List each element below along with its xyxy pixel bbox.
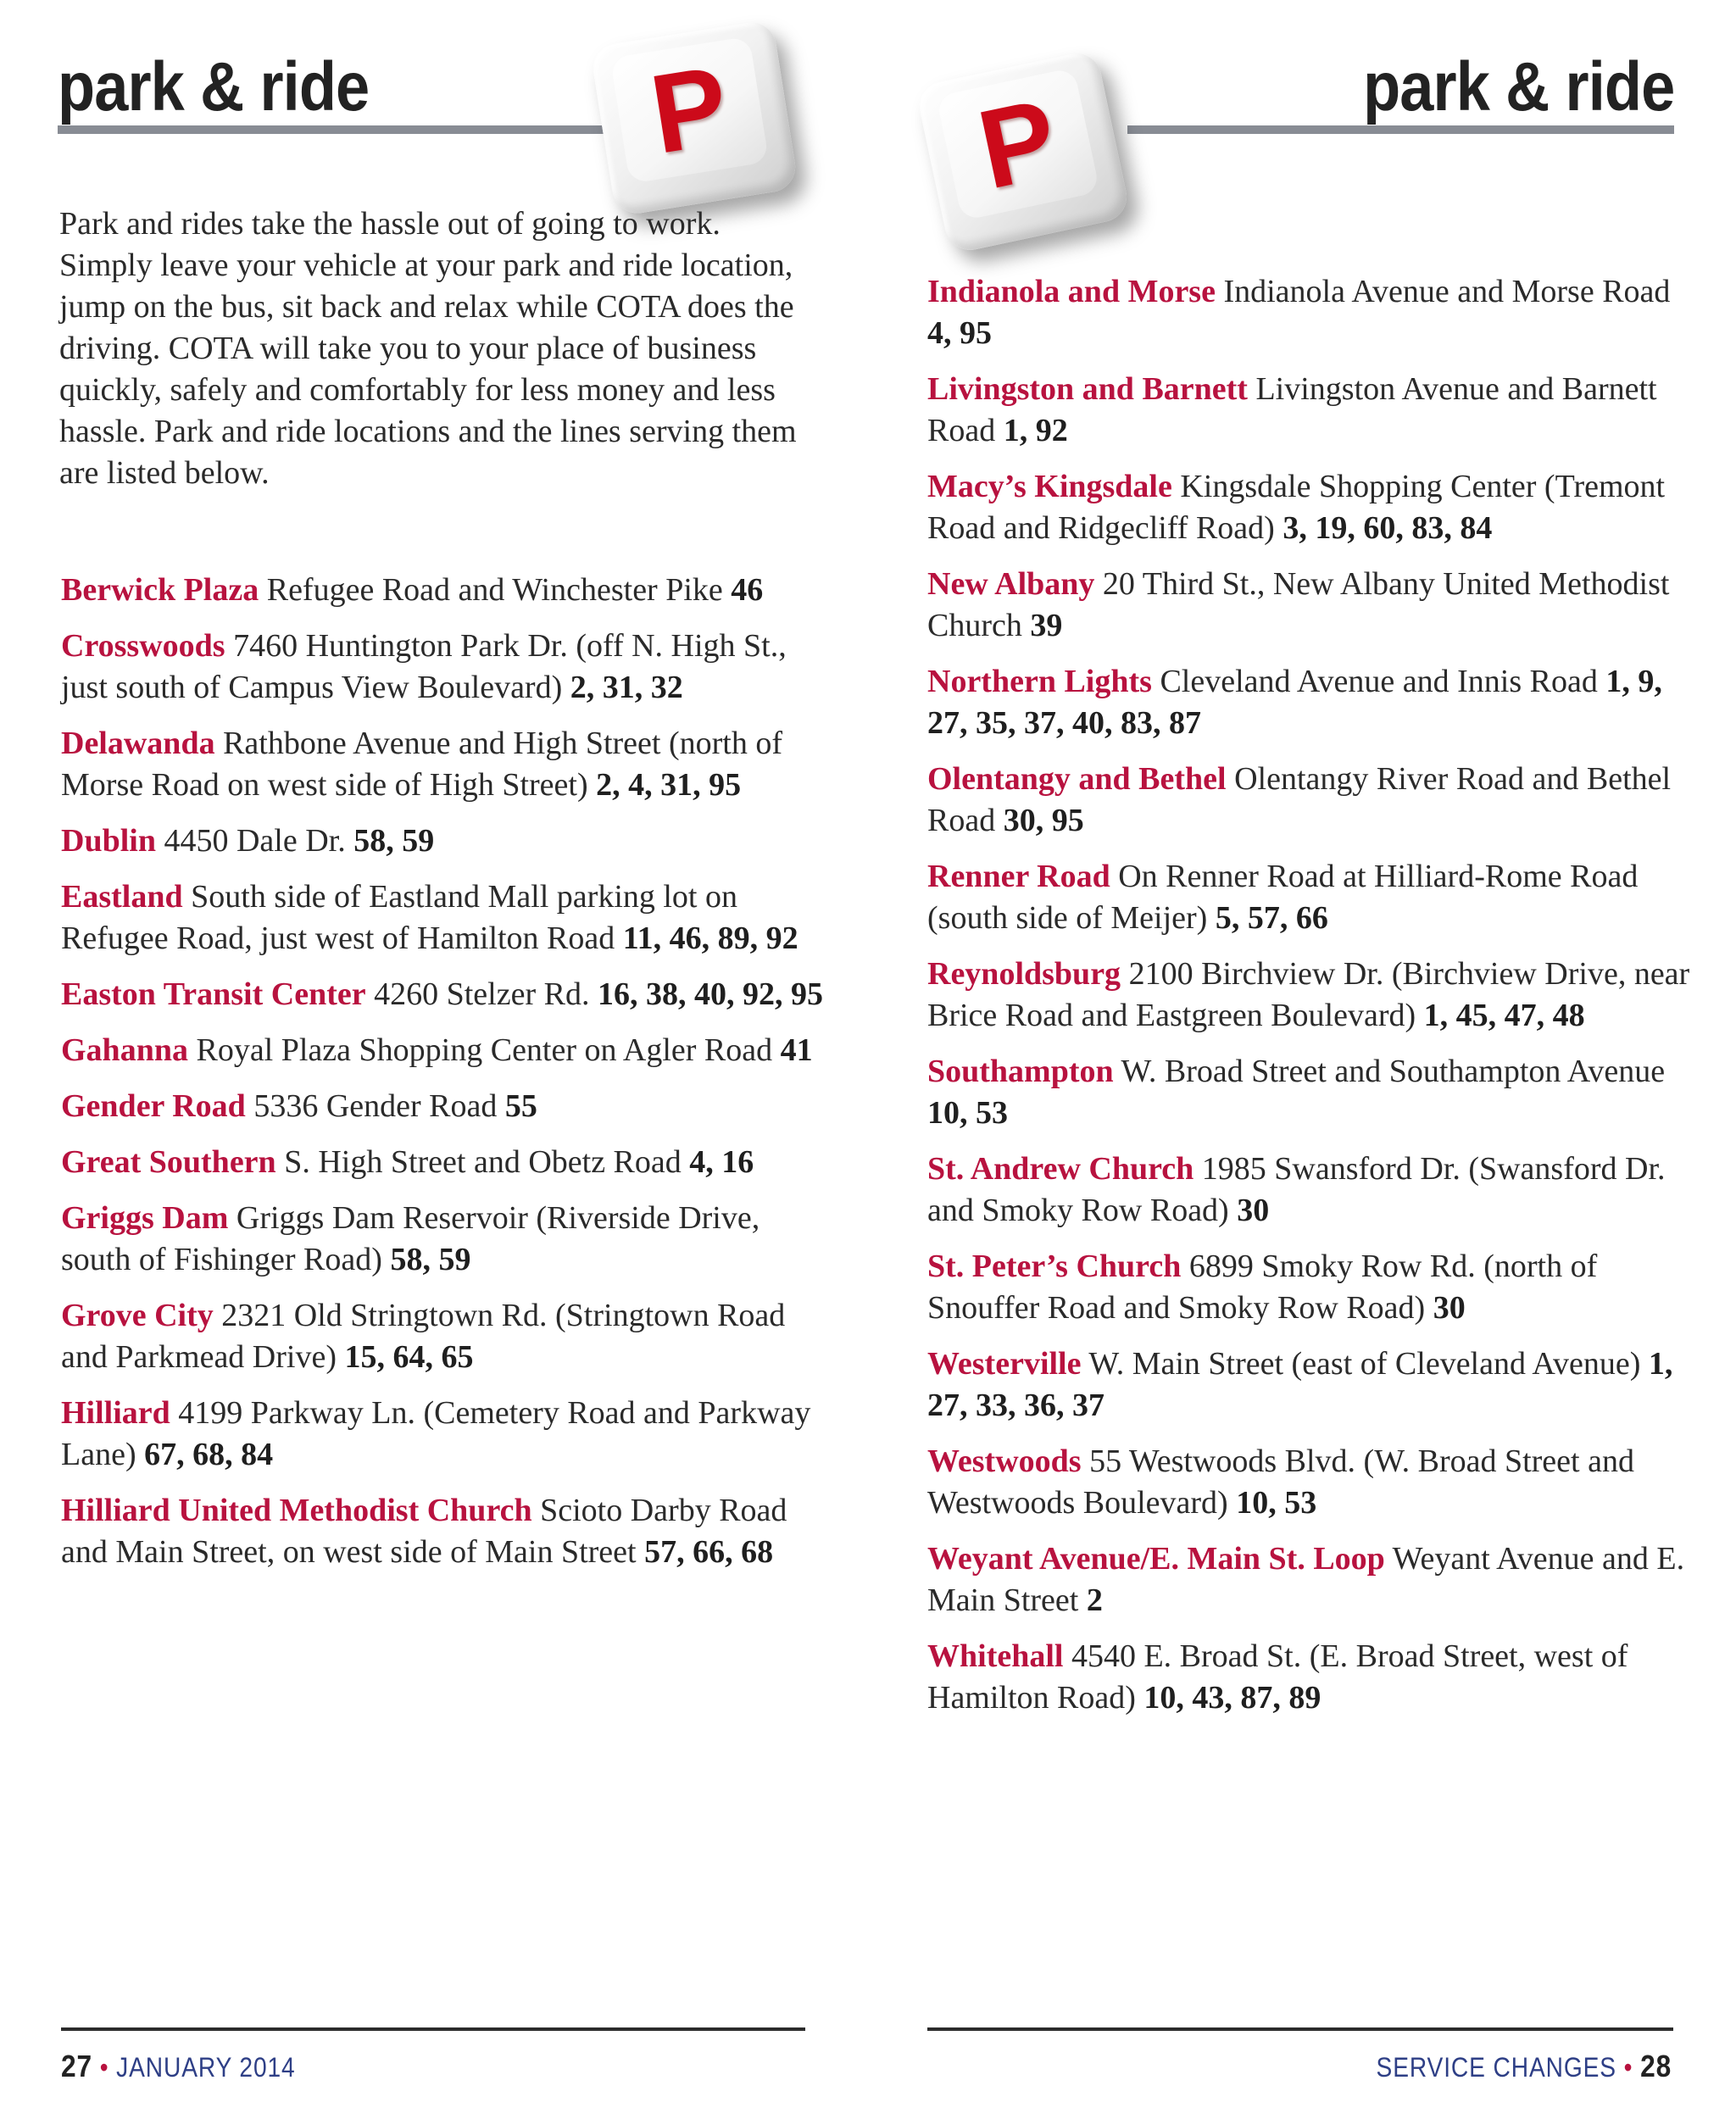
location-address: Refugee Road and Winchester Pike (266, 572, 723, 608)
location-address: Rathbone Avenue and High Street (north of Morse Road on west side of High Street) (61, 726, 782, 803)
location-entry (927, 1051, 1690, 1134)
footer-bullet: • (99, 2052, 109, 2083)
location-name: Southampton (927, 1054, 1114, 1089)
footer-rule-left (61, 2027, 805, 2031)
location-routes: 1, 92 (1003, 413, 1068, 448)
footer-left (61, 2051, 296, 2082)
location-entry (927, 1246, 1690, 1329)
page-number-left: 27 (61, 2049, 93, 2083)
location-name: St. Peter’s Church (927, 1249, 1182, 1284)
location-name: Easton Transit Center (61, 976, 366, 1012)
location-name: Indianola and Morse (927, 274, 1216, 309)
location-entry (927, 661, 1690, 744)
location-address: South side of Eastland Mall parking lot on Refugee Road, just west of Hamilton Road (61, 879, 737, 956)
key-face (936, 67, 1100, 220)
location-address: Olentangy River Road and Bethel Road (927, 761, 1672, 838)
location-routes: 55 (504, 1088, 537, 1124)
location-routes: 30, 95 (1003, 803, 1084, 838)
location-address: 2100 Birchview Dr. (Birchview Drive, near Brice Road and Eastgreen Boulevard) (927, 956, 1690, 1033)
location-routes: 4, 16 (689, 1144, 754, 1180)
location-entry (61, 1295, 824, 1378)
location-address: Livingston Avenue and Barnett Road (927, 371, 1657, 448)
location-routes: 5, 57, 66 (1215, 900, 1328, 936)
location-name: St. Andrew Church (927, 1151, 1194, 1187)
location-entry (927, 954, 1690, 1037)
location-entry (61, 876, 824, 959)
location-routes: 57, 66, 68 (644, 1534, 774, 1570)
location-name: Whitehall (927, 1638, 1064, 1674)
location-name: Weyant Avenue/E. Main St. Loop (927, 1541, 1385, 1577)
location-routes: 46 (731, 572, 764, 608)
parking-key-icon-left (590, 19, 799, 217)
location-address: 4450 Dale Dr. (164, 823, 346, 859)
location-address: 4199 Parkway Ln. (Cemetery Road and Parkway Lane) (61, 1395, 811, 1472)
location-entry (927, 1636, 1690, 1719)
location-address: Cleveland Avenue and Innis Road (1160, 664, 1598, 699)
location-name: Eastland (61, 879, 183, 915)
location-routes: 2, 31, 32 (570, 670, 683, 705)
location-entry (61, 626, 824, 709)
location-routes: 10, 43, 87, 89 (1143, 1680, 1321, 1716)
location-name: Northern Lights (927, 664, 1152, 699)
location-address: 2321 Old Stringtown Rd. (Stringtown Road and Parkmead Drive) (61, 1298, 786, 1375)
location-name: Hilliard (61, 1395, 170, 1431)
location-routes: 58, 59 (353, 823, 435, 859)
location-name: Reynoldsburg (927, 956, 1121, 992)
footer-bullet: • (1623, 2052, 1633, 2083)
footer-rule-right (927, 2027, 1673, 2031)
location-routes: 67, 68, 84 (144, 1437, 274, 1472)
location-routes: 2 (1086, 1582, 1103, 1618)
location-name: Hilliard United Methodist Church (61, 1493, 532, 1528)
key-face (610, 36, 769, 184)
footer-right (1376, 2051, 1672, 2082)
location-routes: 15, 64, 65 (344, 1339, 474, 1375)
location-routes: 1, 9, 27, 35, 37, 40, 83, 87 (927, 664, 1662, 741)
title-rule-left (58, 125, 643, 134)
location-entry (927, 369, 1690, 452)
location-address: W. Broad Street and Southampton Avenue (1121, 1054, 1666, 1089)
page-title-right: park & ride (1362, 48, 1674, 125)
location-address: Kingsdale Shopping Center (Tremont Road and Ridgecliff Road) (927, 469, 1666, 546)
section-label: SERVICE CHANGES (1376, 2052, 1616, 2083)
location-name: Livingston and Barnett (927, 371, 1248, 407)
page-number-right: 28 (1639, 2049, 1672, 2083)
location-entry (61, 1490, 824, 1573)
location-entry (61, 974, 824, 1015)
location-entry (927, 466, 1690, 549)
location-routes: 1, 27, 33, 36, 37 (927, 1346, 1673, 1423)
location-entry (61, 1142, 824, 1183)
location-routes: 2, 4, 31, 95 (596, 767, 742, 803)
location-routes: 4, 95 (927, 315, 992, 351)
issue-label: JANUARY 2014 (116, 2052, 296, 2083)
location-address: Scioto Darby Road and Main Street, on west side of Main Street (61, 1493, 787, 1570)
location-address: 5336 Gender Road (253, 1088, 498, 1124)
location-entry (61, 1030, 824, 1071)
location-address: Indianola Avenue and Morse Road (1223, 274, 1671, 309)
location-entry (927, 1441, 1690, 1524)
location-entry (61, 1086, 824, 1127)
location-entry (927, 1343, 1690, 1427)
location-name: New Albany (927, 566, 1095, 602)
location-name: Griggs Dam (61, 1200, 229, 1236)
location-address: 4260 Stelzer Rd. (374, 976, 590, 1012)
location-name: Gahanna (61, 1032, 188, 1068)
location-routes: 3, 19, 60, 83, 84 (1283, 510, 1493, 546)
location-list-right (927, 271, 1690, 1733)
key-letter: P (968, 75, 1068, 213)
location-name: Gender Road (61, 1088, 246, 1124)
location-address: S. High Street and Obetz Road (284, 1144, 682, 1180)
location-name: Berwick Plaza (61, 572, 259, 608)
location-routes: 39 (1030, 608, 1063, 643)
location-entry (927, 759, 1690, 842)
location-routes: 11, 46, 89, 92 (622, 921, 798, 956)
location-entry (61, 1198, 824, 1281)
location-name: Dublin (61, 823, 156, 859)
location-routes: 30 (1237, 1193, 1270, 1228)
intro-paragraph: Park and rides take the hassle out of going to work. Simply leave your vehicle at your park and ride location, jump on the bus, sit back and relax while COTA does the driving. COTA will take you to your place of business quickly, safely and comfortably for less money and less hassle. Park and ride locations and the lines serving them are listed below. (59, 206, 797, 491)
location-entry (927, 564, 1690, 647)
location-routes: 16, 38, 40, 92, 95 (597, 976, 823, 1012)
location-entry (927, 1538, 1690, 1621)
location-address: Griggs Dam Reservoir (Riverside Drive, south of Fishinger Road) (61, 1200, 760, 1277)
location-address: 55 Westwoods Blvd. (W. Broad Street and Westwoods Boulevard) (927, 1443, 1634, 1521)
location-address: 7460 Huntington Park Dr. (off N. High St., just south of Campus View Boulevard) (61, 628, 787, 705)
location-entry (927, 1149, 1690, 1232)
location-entry (61, 723, 824, 806)
location-routes: 30 (1433, 1290, 1466, 1326)
location-entry (927, 271, 1690, 354)
location-address: Royal Plaza Shopping Center on Agler Road (196, 1032, 773, 1068)
location-name: Macy’s Kingsdale (927, 469, 1172, 504)
location-routes: 58, 59 (390, 1242, 471, 1277)
location-name: Westwoods (927, 1443, 1082, 1479)
location-routes: 1, 45, 47, 48 (1423, 998, 1585, 1033)
location-name: Olentangy and Bethel (927, 761, 1227, 797)
location-entry (61, 820, 824, 862)
location-name: Great Southern (61, 1144, 276, 1180)
location-name: Crosswoods (61, 628, 225, 664)
location-name: Grove City (61, 1298, 214, 1333)
location-entry (61, 1393, 824, 1476)
title-rule-right (1127, 125, 1674, 134)
location-list-left (61, 570, 824, 1588)
location-name: Delawanda (61, 726, 215, 761)
location-address: 6899 Smoky Row Rd. (north of Snouffer Road and Smoky Row Road) (927, 1249, 1598, 1326)
location-routes: 10, 53 (927, 1095, 1008, 1131)
location-address: Weyant Avenue and E. Main Street (927, 1541, 1685, 1618)
parking-key-icon-right (915, 49, 1131, 255)
location-address: 1985 Swansford Dr. (Swansford Dr. and Smoky Row Road) (927, 1151, 1666, 1228)
location-entry (927, 856, 1690, 939)
location-name: Renner Road (927, 859, 1110, 894)
location-routes: 10, 53 (1236, 1485, 1317, 1521)
key-letter: P (643, 42, 737, 177)
location-address: 4540 E. Broad St. (E. Broad Street, west of Hamilton Road) (927, 1638, 1628, 1716)
location-address: On Renner Road at Hilliard-Rome Road (south side of Meijer) (927, 859, 1639, 936)
location-address: 20 Third St., New Albany United Methodist Church (927, 566, 1670, 643)
location-routes: 41 (780, 1032, 813, 1068)
location-entry (61, 570, 824, 611)
location-name: Westerville (927, 1346, 1082, 1382)
page-title-left: park & ride (58, 48, 370, 125)
location-address: W. Main Street (east of Cleveland Avenue) (1088, 1346, 1641, 1382)
